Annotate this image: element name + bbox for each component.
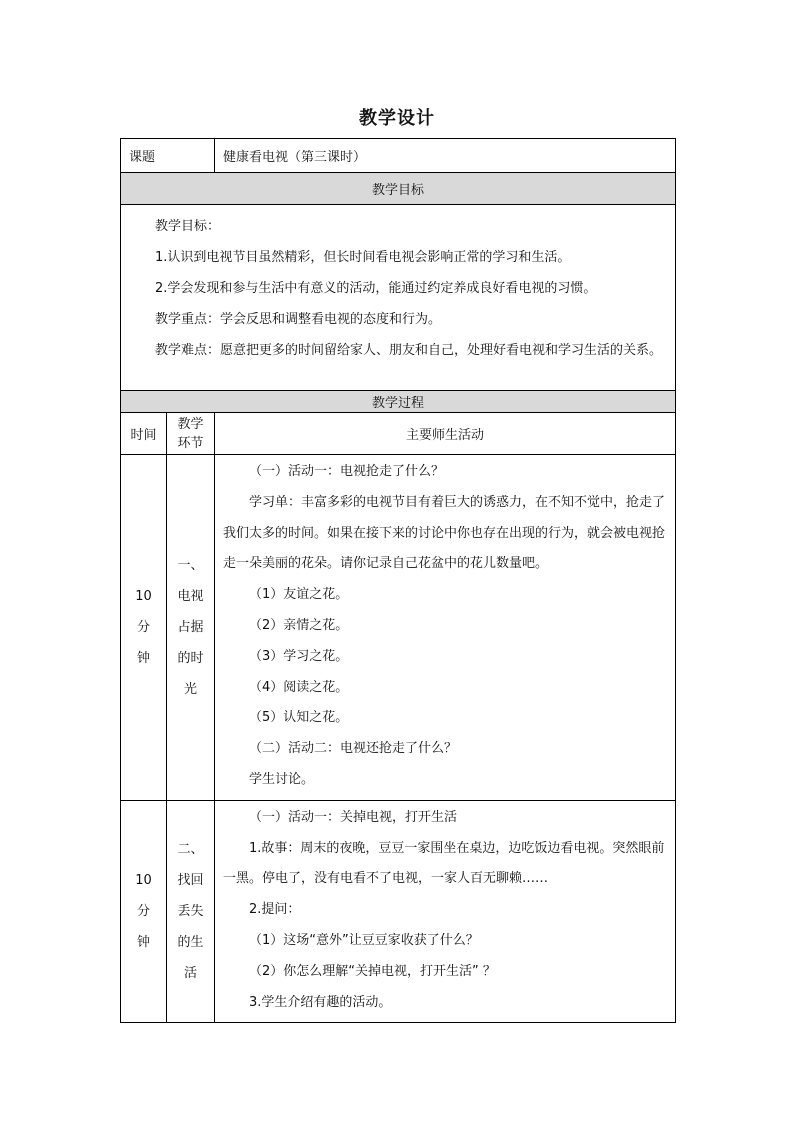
- col-stage-line: 教学: [177, 416, 204, 432]
- time-part: 分: [136, 904, 150, 920]
- activity-line: （2）亲情之花。: [249, 617, 349, 633]
- col-activity-header: 主要师生活动: [215, 413, 676, 455]
- objectives-line: 教学难点：愿意把更多的时间留给家人、朋友和自己，处理好看电视和学习生活的关系。: [155, 343, 663, 358]
- process-column-headers: [121, 413, 676, 455]
- row-stage: [167, 800, 215, 1023]
- lesson-plan-table: [120, 138, 676, 1023]
- process-header: 教学过程: [121, 391, 676, 413]
- stage-part: 的时: [177, 650, 204, 666]
- activity-line: （1）友谊之花。: [249, 587, 349, 603]
- row-activity: [215, 800, 676, 1023]
- time-part: 钟: [136, 650, 150, 666]
- objectives-line: 教学重点：学会反思和调整看电视的态度和行为。: [155, 312, 442, 327]
- activity-line: （一）活动一：关掉电视，打开生活: [249, 809, 458, 825]
- row-time: [121, 455, 167, 801]
- stage-part: 光: [184, 681, 198, 697]
- topic-label: 课题: [121, 139, 215, 173]
- activity-line: 1.故事：周末的夜晚，豆豆一家围坐在桌边，边吃饭边看电视。突然眼前一黑。停电了，没有电看不了电视，一家人百无聊赖……: [223, 840, 665, 887]
- time-part: 钟: [136, 935, 150, 951]
- activity-line: （1）这场“意外”让豆豆家收获了什么？: [249, 932, 479, 948]
- topic-value: 健康看电视（第三课时）: [215, 139, 676, 173]
- row-activity: [215, 455, 676, 801]
- table-row: [121, 800, 676, 1023]
- objectives-line: 教学目标：: [155, 219, 221, 234]
- table-row: [121, 455, 676, 801]
- time-part: 10: [135, 873, 152, 889]
- document-title: 教学设计: [359, 108, 435, 129]
- activity-line: （二）活动二：电视还抢走了什么？: [249, 741, 458, 757]
- topic-row: [121, 139, 676, 173]
- activity-line: 学生讨论。: [249, 771, 315, 787]
- stage-part: 找回: [177, 873, 204, 889]
- col-time-header: 时间: [121, 413, 167, 455]
- activity-line: （4）阅读之花。: [249, 679, 349, 695]
- activity-line: 3.学生介绍有趣的活动。: [249, 994, 392, 1010]
- activity-line: （5）认知之花。: [249, 710, 349, 726]
- activity-line: （一）活动一：电视抢走了什么？: [249, 464, 445, 479]
- objectives-line: 2.学会发现和参与生活中有意义的活动，能通过约定养成良好看电视的习惯。: [155, 281, 597, 296]
- activity-line: （3）学习之花。: [249, 648, 349, 664]
- col-stage-line: 环节: [177, 435, 204, 451]
- activity-line: 学习单：丰富多彩的电视节目有着巨大的诱惑力，在不知不觉中，抢走了我们太多的时间。如果在接下来的讨论中你也存在出现的行为，就会被电视抢走一朵美丽的花朵。请你记录自己花盆中的花儿数量吧。: [223, 494, 666, 572]
- stage-part: 占据: [177, 619, 204, 635]
- activity-line: （2）你怎么理解“关掉电视，打开生活” ？: [249, 963, 496, 979]
- stage-part: 电视: [177, 588, 204, 604]
- row-stage: [167, 455, 215, 801]
- stage-part: 一、: [177, 557, 204, 573]
- time-part: 分: [136, 619, 150, 635]
- objectives-body: [121, 205, 676, 391]
- stage-part: 活: [184, 966, 198, 982]
- activity-line: 2.提问：: [249, 902, 301, 918]
- objectives-header: 教学目标: [121, 173, 676, 205]
- stage-part: 丢失: [177, 904, 204, 920]
- time-part: 10: [135, 588, 152, 604]
- row-time: [121, 800, 167, 1023]
- objectives-line: 1.认识到电视节目虽然精彩，但长时间看电视会影响正常的学习和生活。: [155, 250, 571, 265]
- stage-part: 二、: [177, 842, 204, 858]
- col-stage-header: [167, 413, 215, 455]
- stage-part: 的生: [177, 935, 204, 951]
